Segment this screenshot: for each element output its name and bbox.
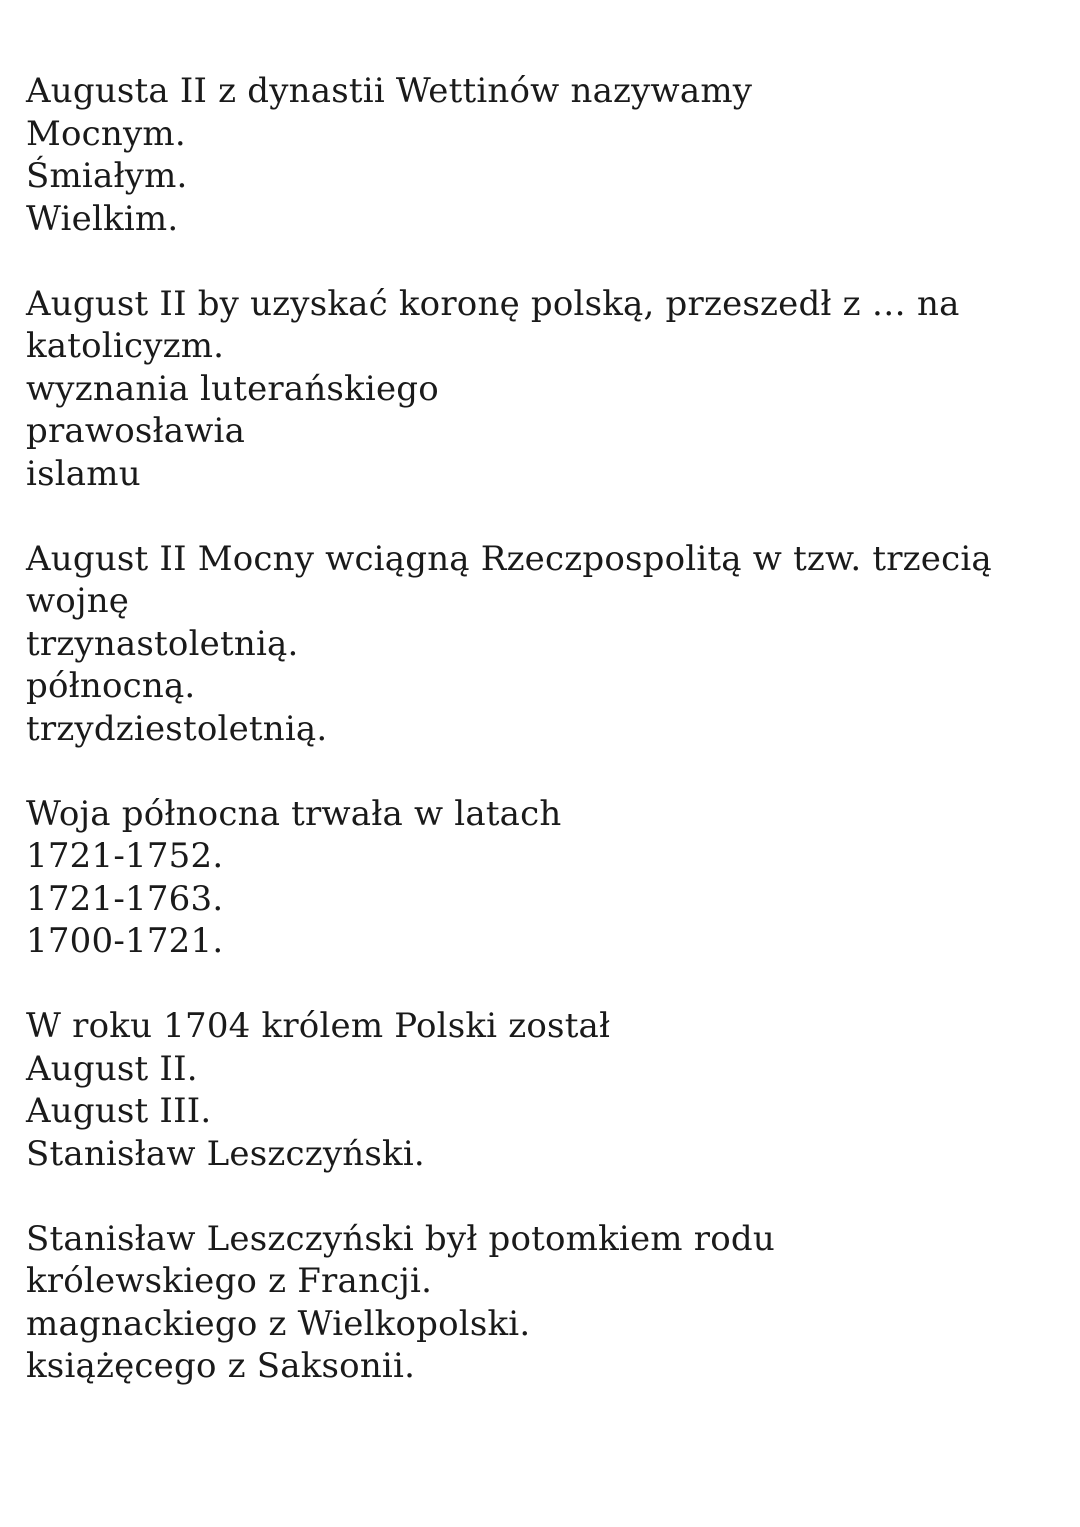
answer-option: 1700-1721. [26, 921, 224, 961]
question-5 [26, 1005, 1056, 1175]
answer-option: trzydziestoletnią. [26, 708, 328, 749]
answer-option: północną. [26, 666, 196, 706]
question-text: Augusta II z dynastii Wettinów nazywamy [26, 71, 753, 111]
answer-option: August III. [26, 1091, 212, 1131]
question-3 [26, 538, 1056, 751]
answer-option: 1721-1763. [26, 878, 224, 919]
question-text: August II Mocny wciągną Rzeczpospolitą w tzw. trzecią wojnę [26, 538, 992, 621]
answer-option: Wielkim. [26, 198, 179, 239]
answer-option: książęcego z Saksonii. [26, 1346, 416, 1386]
answer-option: trzynastoletnią. [26, 623, 299, 664]
answer-option: królewskiego z Francji. [26, 1261, 433, 1301]
answer-option: Mocnym. [26, 113, 186, 154]
answer-option: wyznania luterańskiego [26, 368, 439, 409]
answer-option: Stanisław Leszczyński. [26, 1133, 425, 1174]
question-text: Woja północna trwała w latach [26, 793, 562, 834]
answer-option: islamu [26, 453, 141, 494]
question-text: Stanisław Leszczyński był potomkiem rodu [26, 1218, 775, 1259]
question-4 [26, 793, 1056, 963]
question-1 [26, 70, 1056, 240]
answer-option: 1721-1752. [26, 836, 224, 876]
question-text: August II by uzyskać koronę polską, przeszedł z … na katolicyzm. [26, 283, 960, 366]
answer-option: magnackiego z Wielkopolski. [26, 1303, 531, 1344]
quiz-document [26, 70, 1056, 1430]
question-2 [26, 283, 1056, 496]
question-6 [26, 1218, 1056, 1388]
answer-option: August II. [26, 1048, 198, 1089]
answer-option: prawosławia [26, 411, 246, 451]
question-text: W roku 1704 królem Polski został [26, 1006, 611, 1046]
answer-option: Śmiałym. [26, 156, 188, 196]
